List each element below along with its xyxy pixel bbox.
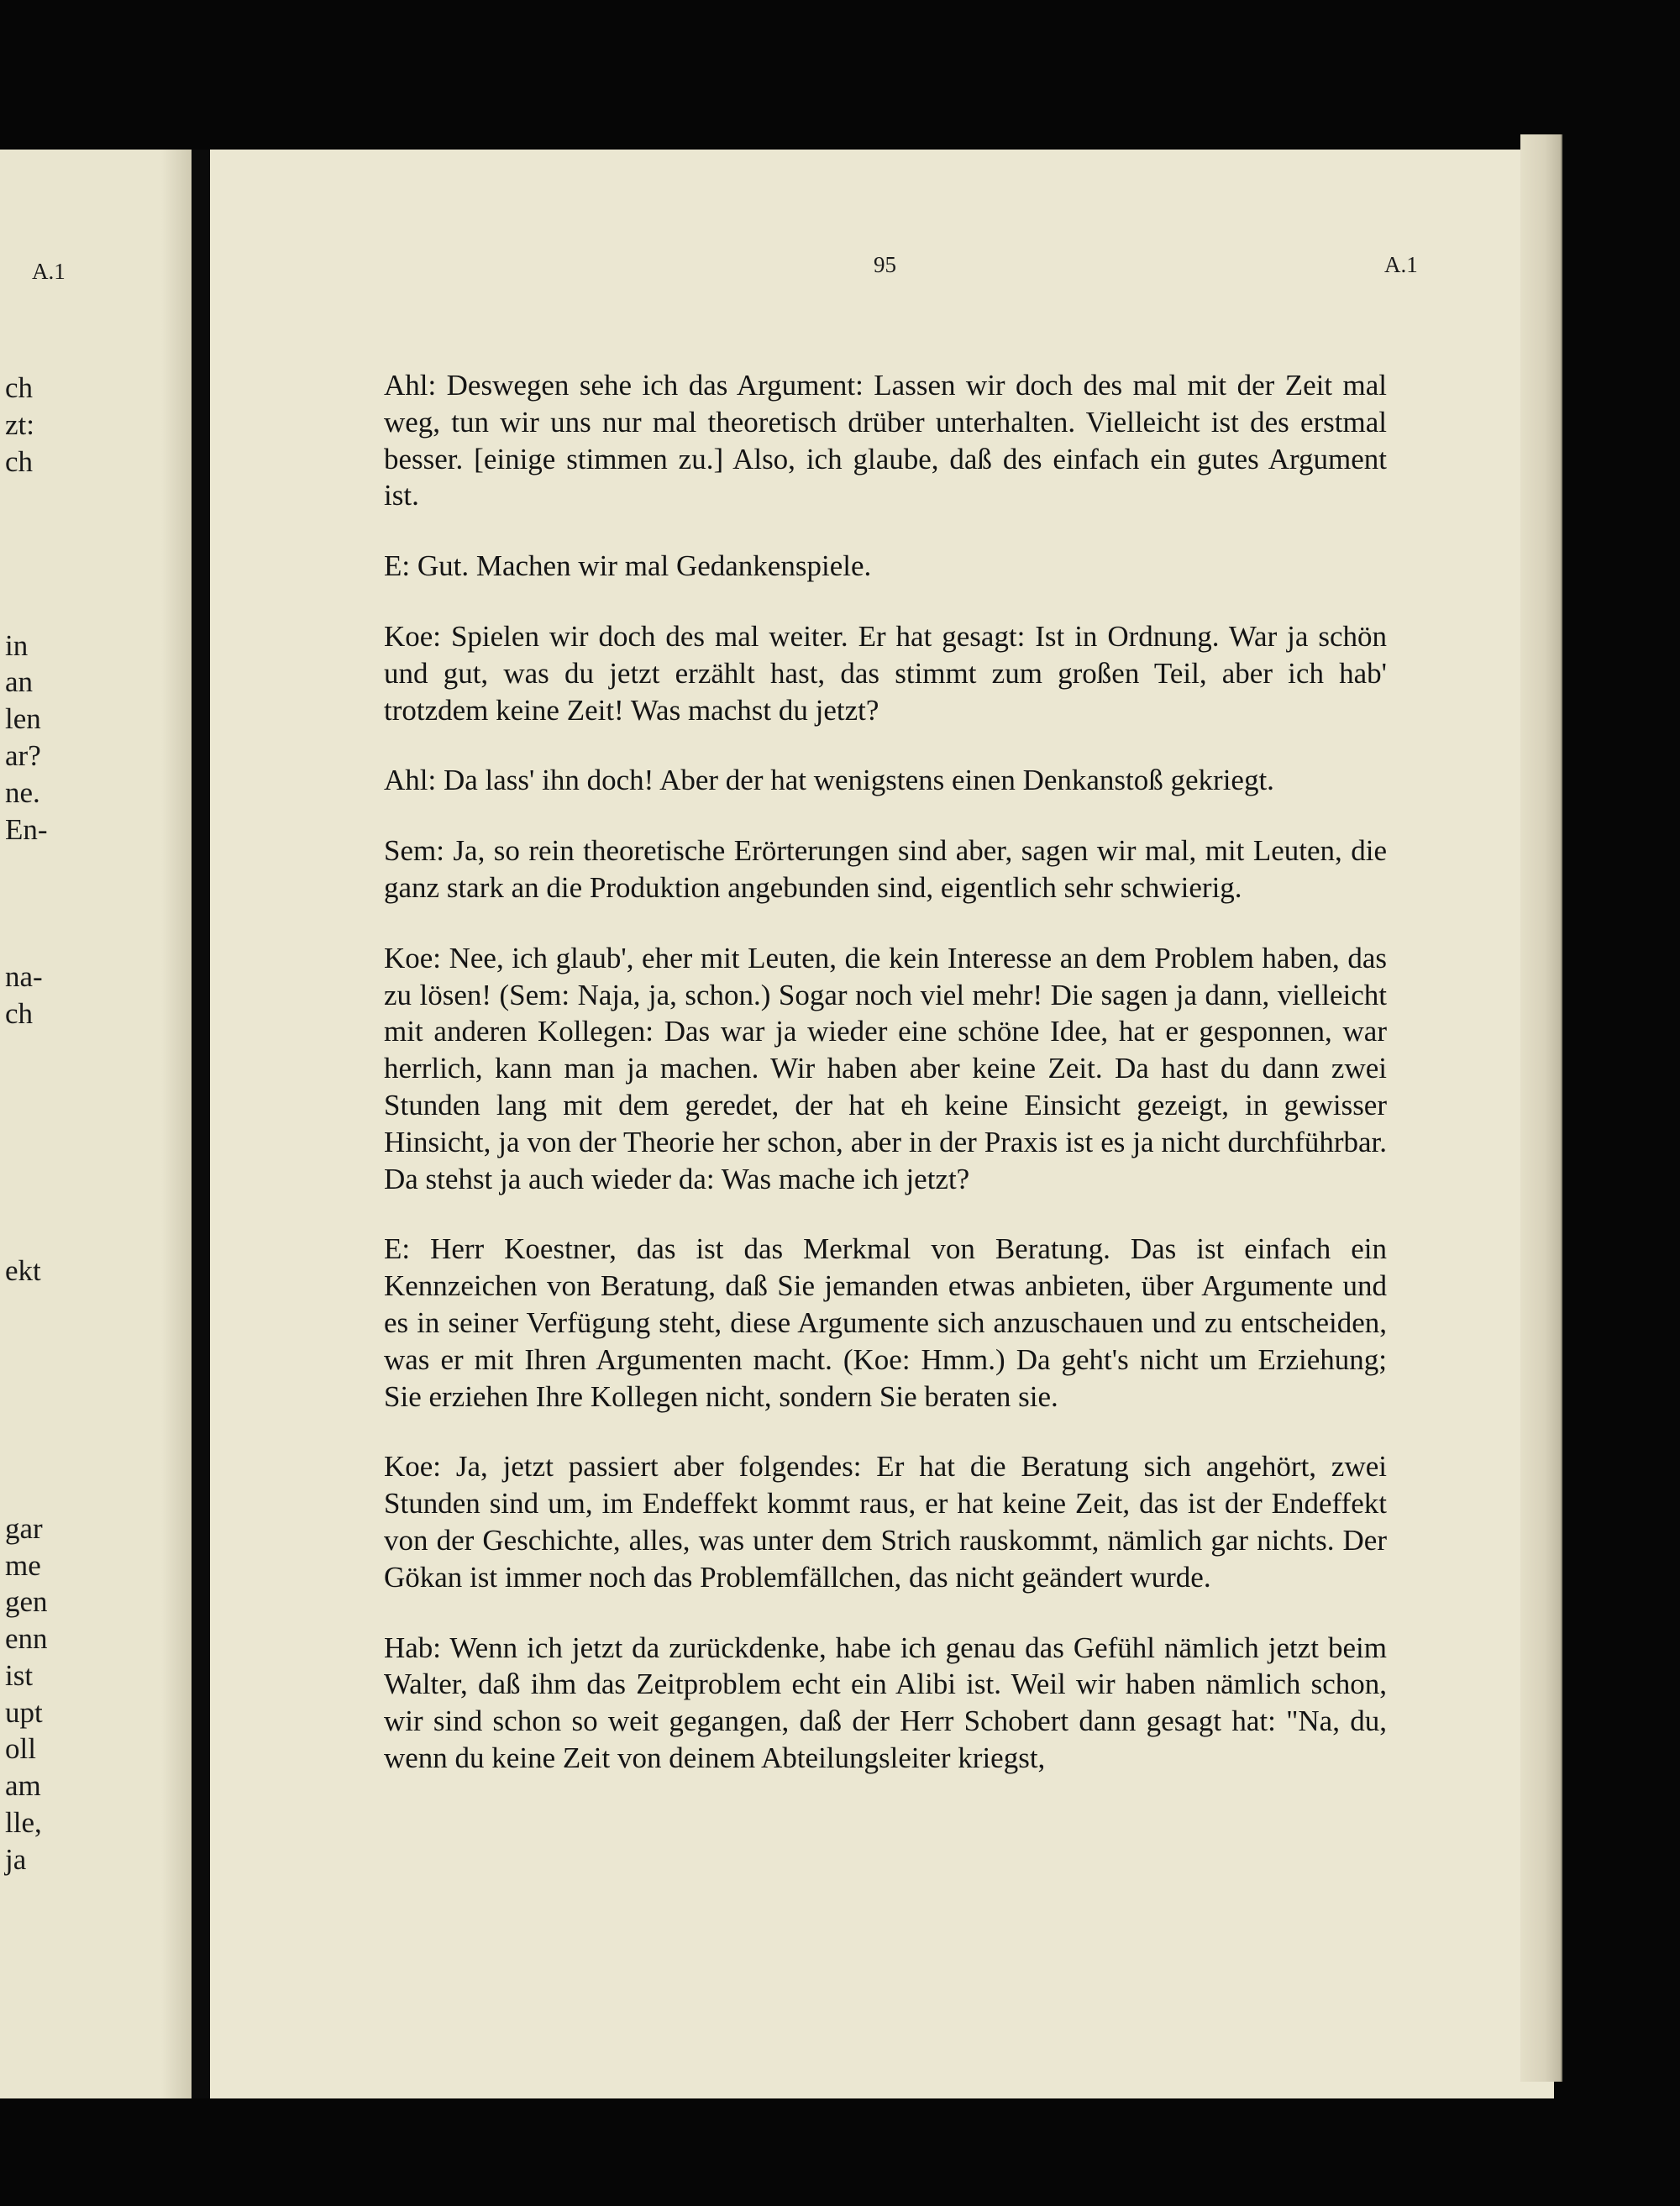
left-line-fragment <box>5 591 48 628</box>
paragraph-e-1: E: Gut. Machen wir mal Gedankenspiele. <box>384 549 872 583</box>
left-line-fragment <box>5 885 48 922</box>
left-line-fragment <box>5 1326 48 1363</box>
left-line-fragment: ist <box>5 1658 34 1692</box>
left-line-fragment: ch <box>5 996 34 1030</box>
left-line-fragment <box>5 1142 48 1179</box>
page-edge <box>1520 134 1562 2082</box>
left-line-fragment <box>5 554 48 591</box>
paragraph-ahl-1: Ahl: Deswegen sehe ich das Argument: Lassen wir doch des mal mit der Zeit mal weg, tun wir uns nur mal theoretisch drüber unterhalten. Vielleicht ist des erstmal besser. [einige stimmen zu.] Also, ich glaube, daß des einfach ein gutes Argument ist. <box>384 369 1387 512</box>
paragraph-koe-3: Koe: Ja, jetzt passiert aber folgendes: Er hat die Beratung sich angehört, zwei Stunden sind um, im Endeffekt kommt raus, er hat keine Zeit, das ist der Endeffekt von der Geschichte, alles, was unter dem Strich rauskommt, nämlich gar nichts. Der Gökan ist immer noch das Problemfällchen, das nicht geändert wurde. <box>384 1450 1387 1594</box>
paragraph-sem-1: Sem: Ja, so rein theoretische Erörterungen sind aber, sagen wir mal, mit Leuten, die ganz stark an die Produktion angebunden sind, eigentlich sehr schwierig. <box>384 834 1387 904</box>
left-line-fragment <box>5 1473 48 1510</box>
left-line-fragment: ar? <box>5 738 41 772</box>
left-line-fragment: na- <box>5 959 43 993</box>
left-line-fragment <box>5 1363 48 1400</box>
left-line-fragment <box>5 1032 48 1069</box>
left-line-fragment <box>5 848 48 885</box>
left-line-fragment: ne. <box>5 775 40 809</box>
paragraph-hab-1: Hab: Wenn ich jetzt da zurückdenke, habe ich genau das Gefühl nämlich jetzt beim Walter, daß ihm das Zeitproblem echt ein Alibi ist. Weil wir haben nämlich schon, wir sind schon so weit gegangen, daß der Herr Schobert dann gesagt hat: "Na, du, wenn du keine Zeit von deinem Abteilungsleiter kriegst, <box>384 1631 1387 1774</box>
page-number: 95 <box>874 252 896 277</box>
left-line-fragment <box>5 1106 48 1142</box>
left-line-fragment <box>5 1400 48 1437</box>
left-line-fragment <box>5 922 48 959</box>
left-page-text-fragments <box>5 370 48 1878</box>
left-line-fragment: ch <box>5 444 34 478</box>
left-running-header: A.1 <box>32 259 66 284</box>
left-line-fragment: am <box>5 1769 41 1803</box>
left-line-fragment: lle, <box>5 1806 42 1840</box>
left-line-fragment <box>5 480 48 517</box>
left-line-fragment: in <box>5 628 29 662</box>
left-line-fragment <box>5 517 48 554</box>
left-line-fragment: gar <box>5 1511 43 1545</box>
left-line-fragment: enn <box>5 1622 48 1656</box>
body-text <box>384 367 1387 1810</box>
left-line-fragment: upt <box>5 1695 43 1729</box>
paragraph-e-2: E: Herr Koestner, das ist das Merkmal von Beratung. Das ist einfach ein Kennzeichen von Beratung, daß Sie jemanden etwas anbieten, über Argumente und es in seiner Verfügung steht, diese Argumente sich anzuschauen und zu entscheiden, was er mit Ihren Argumenten macht. (Koe: Hmm.) Da geht's nicht um Erziehung; Sie erziehen Ihre Kollegen nicht, sondern Sie beraten sie. <box>384 1232 1387 1413</box>
left-line-fragment <box>5 1289 48 1326</box>
paragraph-koe-2: Koe: Nee, ich glaub', eher mit Leuten, die kein Interesse an dem Problem haben, das zu lösen! (Sem: Naja, ja, schon.) Sogar noch viel mehr! Die sagen ja dann, vielleicht mit anderen Kollegen: Das war ja wieder eine schöne Idee, hat er gesponnen, war herrlich, kann man ja machen. Wir haben aber keine Zeit. Da hast du dann zwei Stunden lang mit dem geredet, der hat eh keine Einsicht gezeigt, in gewisser Hinsicht, ja von der Theorie her schon, aber in der Praxis ist es ja nicht durchführbar. Da stehst ja auch wieder da: Was mache ich jetzt? <box>384 941 1387 1195</box>
paragraph-koe-1: Koe: Spielen wir doch des mal weiter. Er hat gesagt: Ist in Ordnung. War ja schön und gut, was du jetzt erzählt hast, das stimmt zum großen Teil, aber ich hab' trotzdem keine Zeit! Was machst du jetzt? <box>384 619 1387 727</box>
left-line-fragment <box>5 1069 48 1106</box>
left-line-fragment: oll <box>5 1732 36 1766</box>
book-gutter <box>192 150 210 2098</box>
left-line-fragment <box>5 1216 48 1253</box>
left-line-fragment: zt: <box>5 407 34 441</box>
left-line-fragment: an <box>5 665 34 699</box>
left-line-fragment: len <box>5 702 41 736</box>
left-line-fragment: ekt <box>5 1254 41 1288</box>
left-line-fragment: ch <box>5 371 34 404</box>
left-line-fragment: ja <box>5 1842 27 1876</box>
left-page <box>0 150 192 2098</box>
left-line-fragment <box>5 1437 48 1473</box>
left-line-fragment <box>5 1179 48 1216</box>
left-line-fragment: me <box>5 1548 41 1582</box>
left-line-fragment: En- <box>5 812 48 846</box>
paragraph-ahl-2: Ahl: Da lass' ihn doch! Aber der hat wenigstens einen Denkanstoß gekriegt. <box>384 764 1274 797</box>
right-running-header: A.1 <box>1384 252 1418 277</box>
left-line-fragment: gen <box>5 1585 48 1619</box>
page-fold-shadow <box>161 150 192 2098</box>
